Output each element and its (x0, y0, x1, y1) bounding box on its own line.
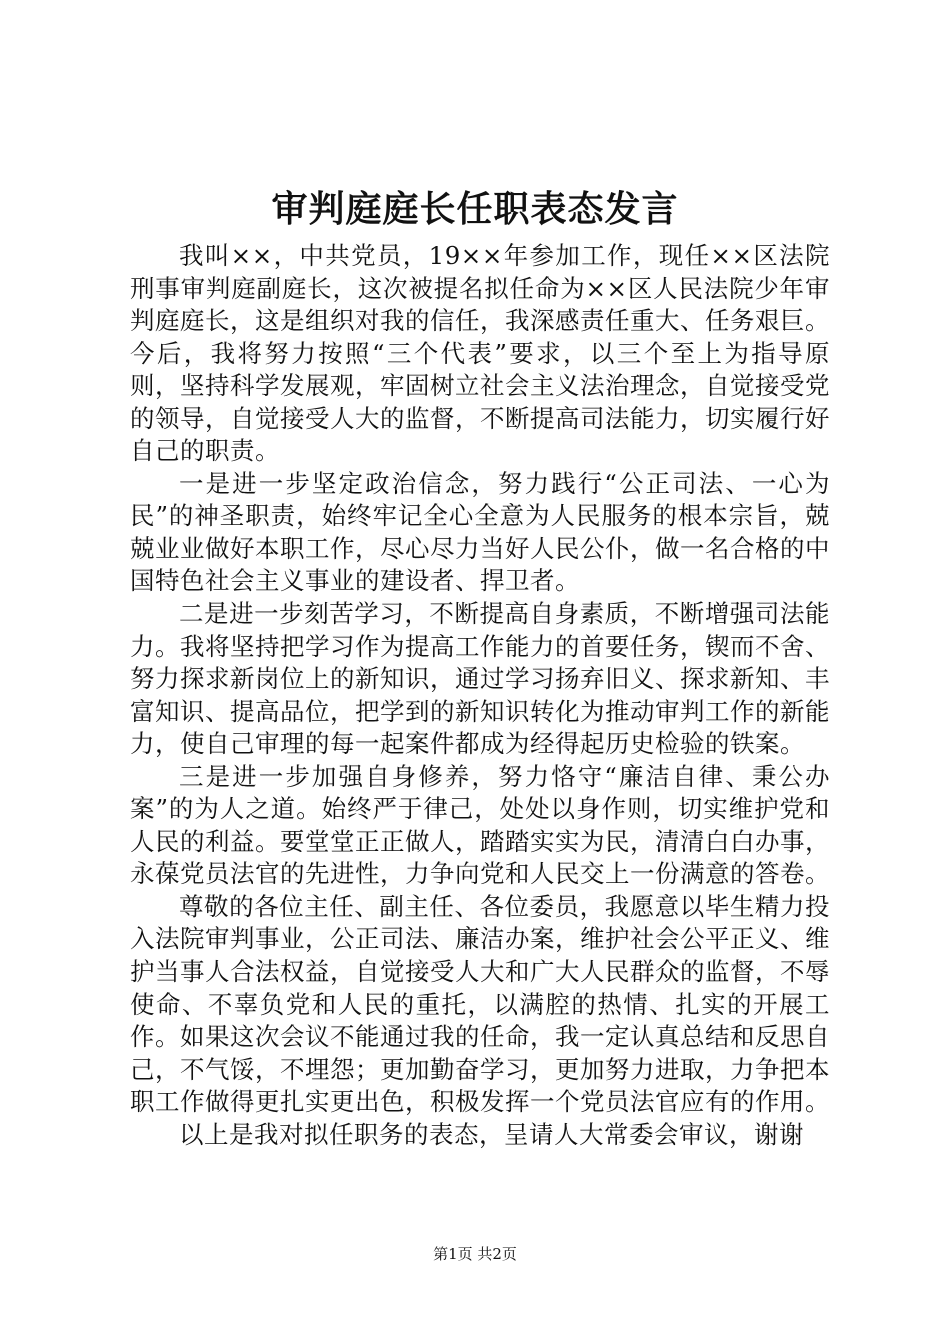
paragraph-point-two: 二是进一步刻苦学习，不断提高自身素质，不断增强司法能力。我将坚持把学习作为提高工作能力的首要任务，锲而不舍、努力探求新岗位上的新知识，通过学习扬弃旧义、探求新知、丰富知识、提高品位，把学到的新知识转化为推动审判工作的新能力，使自己审理的每一起案件都成为经得起历史检验的铁案。 (130, 599, 830, 759)
document-title: 审判庭庭长任职表态发言 (271, 188, 679, 230)
paragraph-intro: 我叫××，中共党员，19××年参加工作，现任××区法院刑事审判庭副庭长，这次被提名拟任命为××区人民法院少年审判庭庭长，这是组织对我的信任，我深感责任重大、任务艰巨。今后，我将努力按照“三个代表”要求，以三个至上为指导原则，坚持科学发展观，牢固树立社会主义法治理念，自觉接受党的领导，自觉接受人大的监督，不断提高司法能力，切实履行好自己的职责。 (130, 241, 830, 466)
paragraph-point-one: 一是进一步坚定政治信念，努力践行“公正司法、一心为民”的神圣职责，始终牢记全心全意为人民服务的根本宗旨，兢兢业业做好本职工作，尽心尽力当好人民公仆，做一名合格的中国特色社会主义事业的建设者、捍卫者。 (130, 468, 830, 596)
paragraph-closing: 以上是我对拟任职务的表态，呈请人大常委会审议，谢谢 (179, 1119, 804, 1149)
document-body (130, 240, 830, 1151)
page-number-footer: 第1页 共2页 (433, 1245, 517, 1263)
paragraph-commitment: 尊敬的各位主任、副主任、各位委员，我愿意以毕生精力投入法院审判事业，公正司法、廉洁办案，维护社会公平正义、维护当事人合法权益，自觉接受人大和广大人民群众的监督，不辱使命、不辜负党和人民的重托，以满腔的热情、扎实的开展工作。如果这次会议不能通过我的任命，我一定认真总结和反思自己，不气馁，不埋怨；更加勤奋学习，更加努力进取，力争把本职工作做得更扎实更出色，积极发挥一个党员法官应有的作用。 (130, 891, 830, 1117)
paragraph-point-three: 三是进一步加强自身修养，努力恪守“廉洁自律、秉公办案”的为人之道。始终严于律己，处处以身作则，切实维护党和人民的利益。要堂堂正正做人，踏踏实实为民，清清白白办事，永葆党员法官的先进性，力争向党和人民交上一份满意的答卷。 (130, 761, 830, 889)
